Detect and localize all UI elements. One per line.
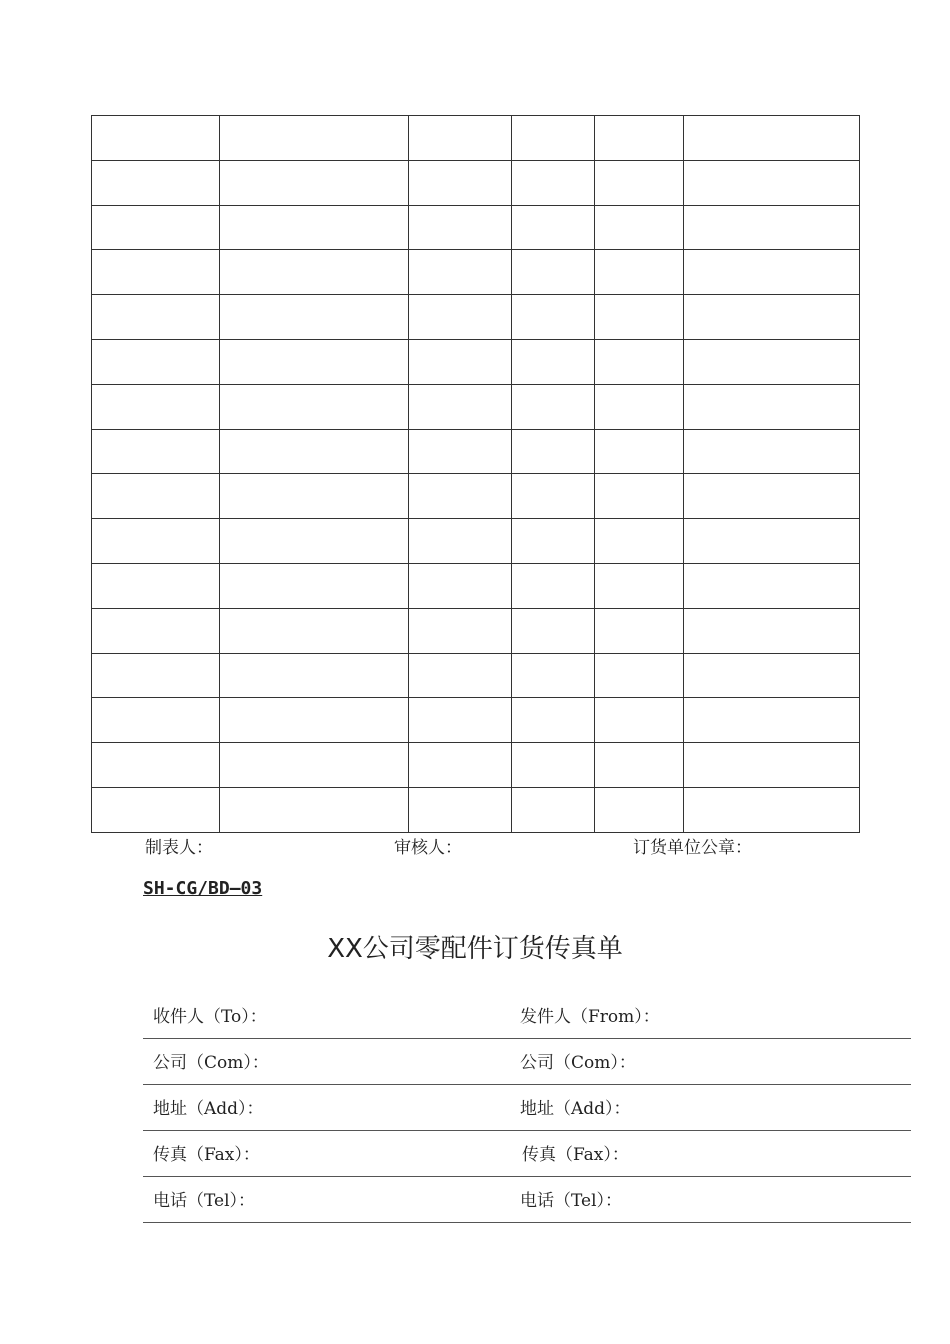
table-cell: [92, 429, 220, 474]
table-cell: [92, 474, 220, 519]
table-cell: [684, 519, 860, 564]
table-cell: [409, 653, 512, 698]
table-cell: [409, 698, 512, 743]
table-cell: [409, 384, 512, 429]
table-cell: [220, 295, 409, 340]
table-cell: [684, 116, 860, 161]
table-cell: [220, 608, 409, 653]
table-cell: [220, 519, 409, 564]
table-cell: [92, 339, 220, 384]
table-row: [92, 563, 860, 608]
table-cell: [512, 474, 595, 519]
table-cell: [684, 787, 860, 832]
table-cell: [512, 116, 595, 161]
table-cell: [409, 787, 512, 832]
recipient-fax-label: 传真（Fax）：: [153, 1145, 260, 1165]
table-cell: [409, 563, 512, 608]
table-row: [92, 608, 860, 653]
table-cell: [92, 250, 220, 295]
table-cell: [92, 160, 220, 205]
table-cell: [409, 743, 512, 788]
table-cell: [684, 429, 860, 474]
table-cell: [595, 295, 684, 340]
table-cell: [595, 116, 684, 161]
table-cell: [595, 519, 684, 564]
page-title: XX公司零配件订货传真单: [327, 934, 623, 964]
table-cell: [684, 698, 860, 743]
table-row: [92, 250, 860, 295]
table-cell: [92, 116, 220, 161]
table-cell: [595, 205, 684, 250]
table-row: [92, 339, 860, 384]
table-cell: [595, 563, 684, 608]
fax-row: [143, 1084, 911, 1131]
table-cell: [595, 608, 684, 653]
table-row: [92, 743, 860, 788]
table-cell: [684, 653, 860, 698]
table-cell: [409, 429, 512, 474]
table-cell: [595, 339, 684, 384]
table-cell: [220, 787, 409, 832]
order-table: [91, 115, 860, 833]
table-cell: [684, 474, 860, 519]
table-cell: [220, 698, 409, 743]
table-cell: [220, 653, 409, 698]
table-cell: [684, 339, 860, 384]
table-row: [92, 519, 860, 564]
table-cell: [684, 205, 860, 250]
table-cell: [595, 250, 684, 295]
table-cell: [684, 384, 860, 429]
table-cell: [595, 429, 684, 474]
table-cell: [220, 116, 409, 161]
table-cell: [512, 250, 595, 295]
fax-row: [143, 1130, 911, 1177]
table-cell: [92, 205, 220, 250]
table-cell: [92, 743, 220, 788]
table-cell: [409, 295, 512, 340]
fax-row: [143, 1038, 911, 1085]
table-cell: [512, 653, 595, 698]
table-cell: [512, 698, 595, 743]
table-row: [92, 295, 860, 340]
table-row: [92, 474, 860, 519]
seal-label: 订货单位公章：: [633, 838, 752, 858]
table-cell: [595, 698, 684, 743]
table-cell: [512, 743, 595, 788]
table-row: [92, 698, 860, 743]
recipient-address-label: 地址（Add）：: [153, 1099, 264, 1119]
table-row: [92, 160, 860, 205]
table-cell: [512, 563, 595, 608]
table-cell: [220, 160, 409, 205]
table-cell: [512, 608, 595, 653]
table-cell: [512, 384, 595, 429]
table-cell: [409, 116, 512, 161]
fax-row: [143, 1176, 911, 1223]
reviewed-by-label: 审核人：: [394, 838, 462, 858]
table-cell: [409, 160, 512, 205]
table-cell: [92, 519, 220, 564]
table-cell: [684, 250, 860, 295]
table-cell: [92, 295, 220, 340]
table-cell: [512, 429, 595, 474]
document-code: SH-CG/BD—03: [143, 878, 263, 899]
table-cell: [220, 563, 409, 608]
table-cell: [220, 339, 409, 384]
table-cell: [684, 743, 860, 788]
table-cell: [595, 787, 684, 832]
table-cell: [409, 519, 512, 564]
table-cell: [92, 787, 220, 832]
table-cell: [409, 608, 512, 653]
table-cell: [512, 787, 595, 832]
table-cell: [409, 205, 512, 250]
table-cell: [92, 384, 220, 429]
fax-row-line: [143, 992, 911, 1039]
table-cell: [684, 160, 860, 205]
table-row: [92, 384, 860, 429]
table-cell: [512, 295, 595, 340]
sender-company-label: 公司（Com）：: [520, 1053, 636, 1073]
table-cell: [595, 384, 684, 429]
table-row: [92, 116, 860, 161]
table-cell: [684, 295, 860, 340]
table-cell: [684, 608, 860, 653]
recipient-company-label: 公司（Com）：: [153, 1053, 269, 1073]
table-row: [92, 429, 860, 474]
table-cell: [512, 519, 595, 564]
table-cell: [220, 743, 409, 788]
table-cell: [220, 474, 409, 519]
table-cell: [92, 698, 220, 743]
table-cell: [92, 653, 220, 698]
table-cell: [512, 205, 595, 250]
sender-tel-label: 电话（Tel）：: [520, 1191, 623, 1211]
sender-label: 发件人（From）：: [520, 1007, 660, 1027]
table-cell: [409, 250, 512, 295]
table-cell: [595, 474, 684, 519]
recipient-label: 收件人（To）：: [153, 1007, 267, 1027]
prepared-by-label: 制表人：: [145, 838, 213, 858]
table-cell: [684, 563, 860, 608]
sender-address-label: 地址（Add）：: [520, 1099, 631, 1119]
table-cell: [409, 339, 512, 384]
table-cell: [92, 608, 220, 653]
table-cell: [409, 474, 512, 519]
table-cell: [220, 429, 409, 474]
recipient-tel-label: 电话（Tel）：: [153, 1191, 256, 1211]
table-cell: [595, 160, 684, 205]
table-row: [92, 653, 860, 698]
table-cell: [92, 563, 220, 608]
table-cell: [512, 160, 595, 205]
table-cell: [595, 653, 684, 698]
table-row: [92, 205, 860, 250]
table-cell: [512, 339, 595, 384]
table-row: [92, 787, 860, 832]
table-cell: [220, 205, 409, 250]
table-cell: [595, 743, 684, 788]
table-cell: [220, 250, 409, 295]
sender-fax-label: 传真（Fax）：: [522, 1145, 629, 1165]
table-cell: [220, 384, 409, 429]
